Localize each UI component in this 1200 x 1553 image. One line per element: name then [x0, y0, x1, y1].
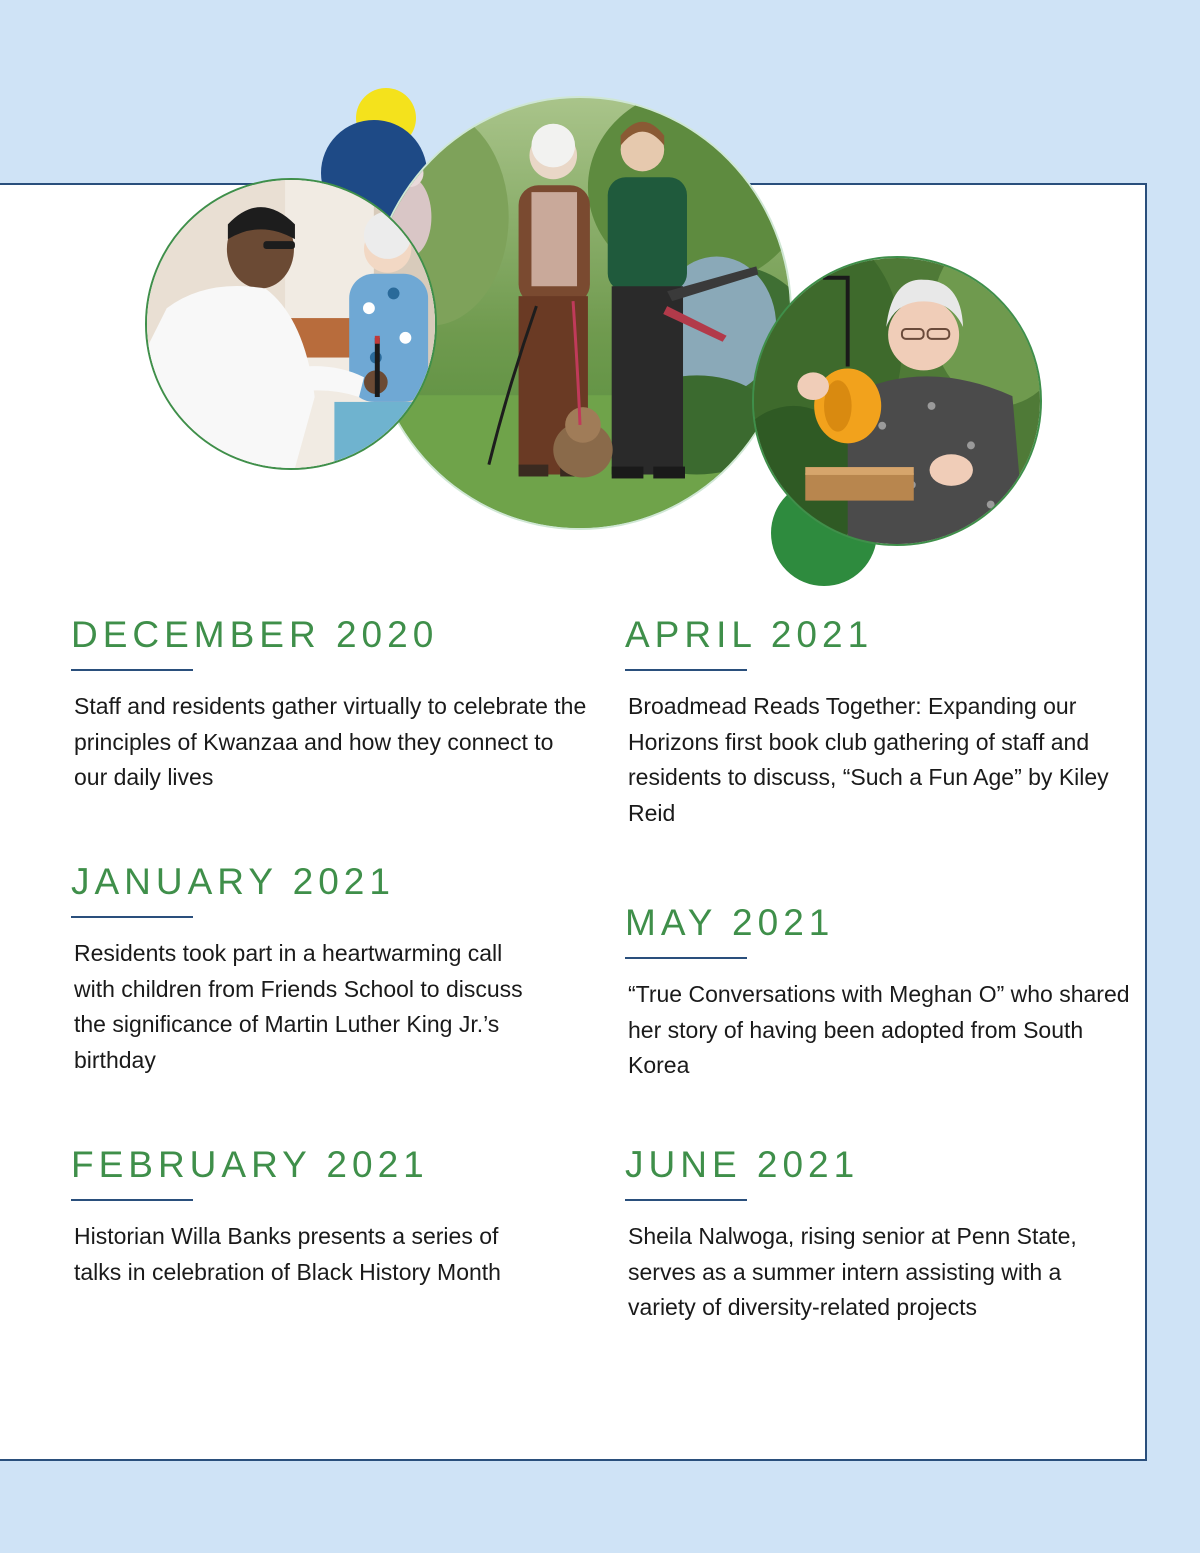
timeline-entry-january-2021 — [71, 862, 531, 1078]
entry-description: Staff and residents gather virtually to celebrate the principles of Kwanzaa and how they connect to our daily lives — [74, 693, 587, 790]
timeline-entry-february-2021 — [71, 1145, 551, 1290]
entry-month-heading: DECEMBER 2020 — [71, 614, 439, 655]
entry-month-heading: APRIL 2021 — [625, 614, 874, 655]
heading-underline — [625, 669, 747, 671]
entry-description: Broadmead Reads Together: Expanding our Horizons first book club gathering of staff and residents to discuss, “Such a Fun Age” by Kiley Reid — [628, 693, 1109, 826]
timeline-entry-april-2021 — [625, 615, 1125, 831]
heading-underline — [71, 1199, 193, 1201]
entry-description: “True Conversations with Meghan O” who shared her story of having been adopted from South Korea — [628, 981, 1130, 1078]
heading-underline — [71, 916, 193, 918]
entry-month-heading: JUNE 2021 — [625, 1144, 860, 1185]
heading-underline — [625, 1199, 747, 1201]
heading-underline — [625, 957, 747, 959]
timeline-entry-may-2021 — [625, 903, 1135, 1084]
resident-bird-feeder-photo — [752, 256, 1042, 546]
entry-month-heading: FEBRUARY 2021 — [71, 1144, 429, 1185]
entry-month-heading: JANUARY 2021 — [71, 861, 395, 902]
doctor-with-resident-photo — [145, 178, 437, 470]
entry-description: Residents took part in a heartwarming call with children from Friends School to discuss the significance of Martin Luther King Jr.’s birthday — [74, 940, 523, 1073]
timeline-entry-december-2020 — [71, 615, 591, 796]
entry-month-heading: MAY 2021 — [625, 902, 835, 943]
timeline-entry-june-2021 — [625, 1145, 1105, 1326]
heading-underline — [71, 669, 193, 671]
entry-description: Sheila Nalwoga, rising senior at Penn State, serves as a summer intern assisting with a variety of diversity-related projects — [628, 1223, 1077, 1320]
doctor-resident-image — [147, 180, 435, 468]
entry-description: Historian Willa Banks presents a series of talks in celebration of Black History Month — [74, 1223, 501, 1285]
bird-feeder-image — [754, 258, 1040, 544]
